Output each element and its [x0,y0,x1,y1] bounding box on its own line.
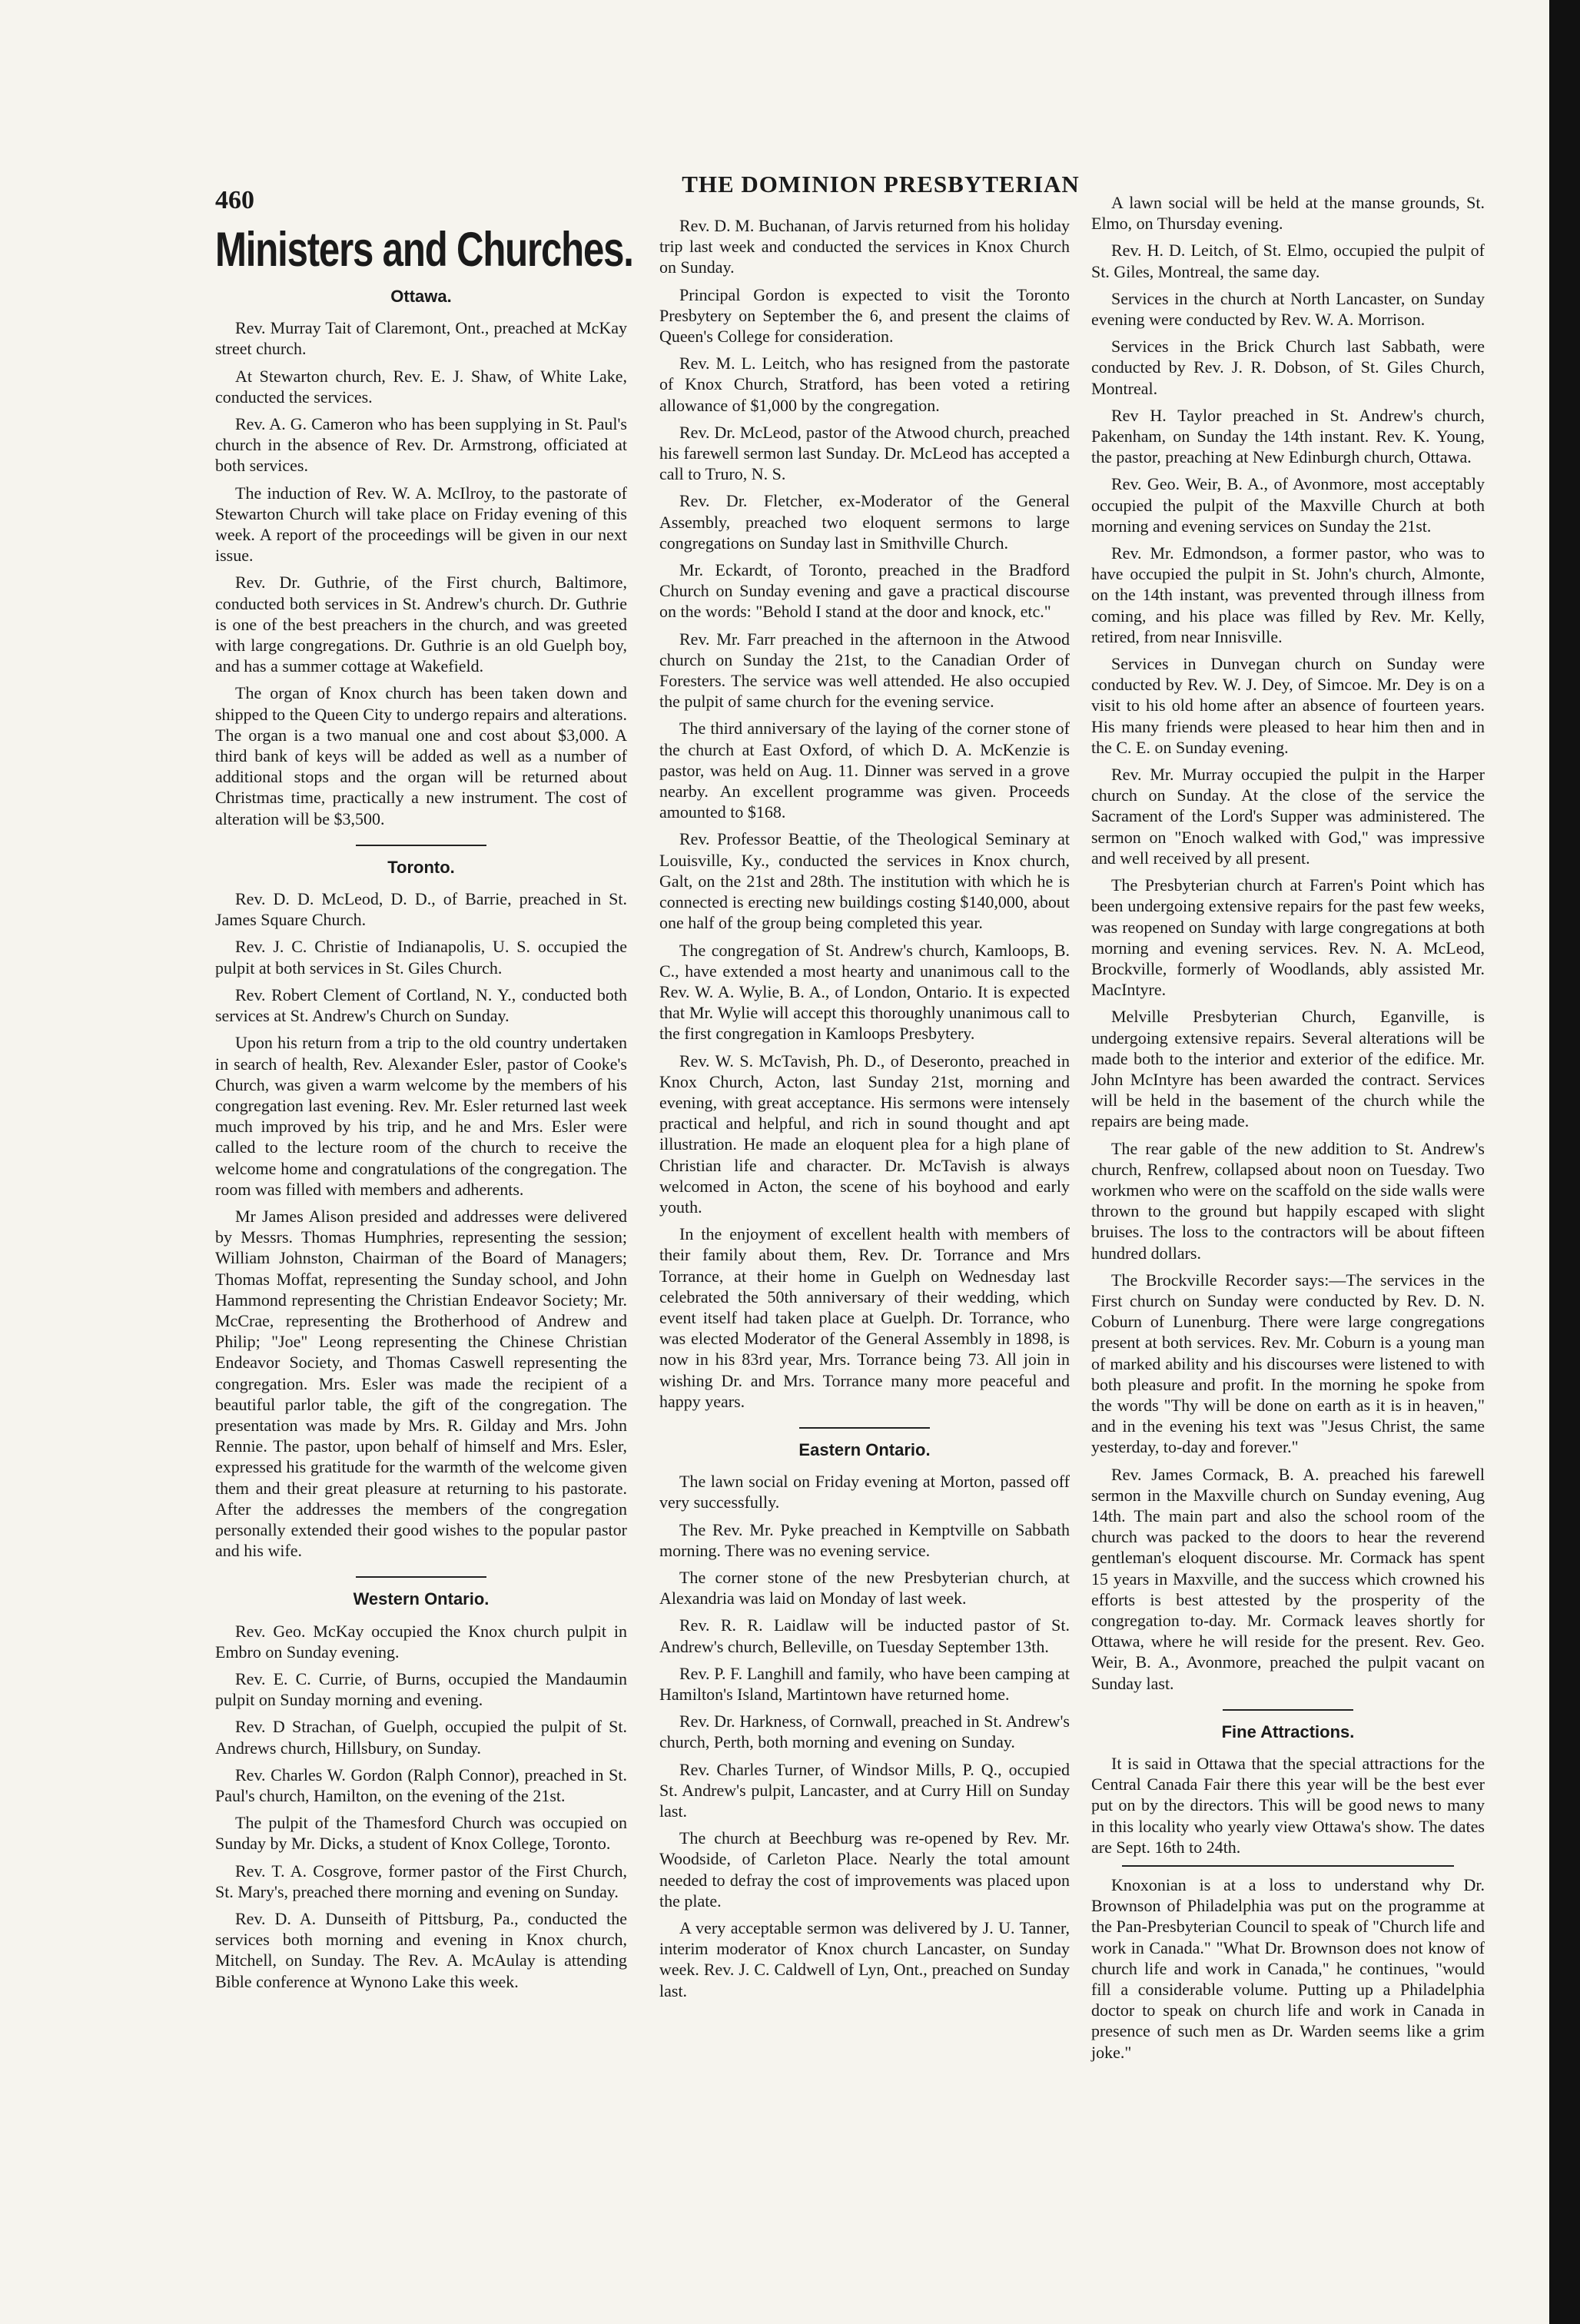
section-heading-toronto: Toronto. [387,857,455,877]
column-middle [659,215,1070,2007]
paragraph: Rev. James Cormack, B. A. preached his farewell sermon in the Maxville church on Sunday evening, Aug 14th. The main part and also the school room of the church was packed to the doors to hear the reverend gentleman's eloquent discourse. Mr. Cormack has spent 15 years in Maxville, and the success which crowned his efforts is best attested by the prosperity of the congregation to-day. Mr. Cormack leaves shortly for Ottawa, where he will reside for the present. Rev. Geo. Weir, B. A., Avonmore, preached the pulpit vacant on Sunday last. [1091,1464,1485,1693]
paragraph: Rev. Mr. Farr preached in the afternoon in the Atwood church on Sunday the 21st, to the Canadian Order of Foresters. The service was well attended. He also occupied the pulpit of same church for the evening service. [659,629,1070,712]
paragraph: Upon his return from a trip to the old country undertaken in search of health, Rev. Alexander Esler, pastor of Cooke's Church, was given a warm welcome by the members of his congregation last evening. Rev. Mr. Esler returned last week much improved by his trip, and he and Mrs. Esler were called to the lecture room of the church to receive the welcome home and congratulations of the congregation. The room was filled with members and adherents. [215,1033,627,1199]
paragraph: Rev. W. S. McTavish, Ph. D., of Deseronto, preached in Knox Church, Acton, last Sunday 21st, morning and evening, with great acceptance. His sermons were intensely practical and helpful, and rich in sound thought and apt illustration. He made an eloquent plea for a high plane of Christian life and character. Dr. McTavish is always welcomed in Acton, the scene of his boyhood and early youth. [659,1051,1070,1217]
paragraph: Rev. M. L. Leitch, who has resigned from the pastorate of Knox Church, Stratford, has been voted a retiring allowance of $1,000 by the congregation. [659,354,1070,415]
divider [356,1576,486,1578]
paragraph: The third anniversary of the laying of the corner stone of the church at East Oxford, of which D. A. McKenzie is pastor, was held on Aug. 11. Dinner was served in a grove nearby. An excellent programme was given. Proceeds amounted to $168. [659,719,1070,822]
paragraph: In the enjoyment of excellent health with members of their family about them, Rev. Dr. Torrance and Mrs Torrance, at their home in Guelph on Wednesday last celebrated the 50th anniversary of their wedding, which event itself had taken place at Guelph. Dr. Torrance, who was elected Moderator of the General Assembly in 1898, is now in his 83rd year, Mrs. Torrance being 73. All join in wishing Dr. and Mrs. Torrance many more peaceful and happy years. [659,1224,1070,1411]
section-heading-ottawa: Ottawa. [390,287,452,306]
paragraph: A lawn social will be held at the manse grounds, St. Elmo, on Thursday evening. [1091,193,1485,234]
paragraph: Rev. Mr. Edmondson, a former pastor, who was to have occupied the pulpit in St. John's church, Almonte, on the 14th instant, was prevented through illness from coming, and his place was filled by Rev. Mr. Kelly, retired, from near Innisville. [1091,543,1485,646]
paragraph: The lawn social on Friday evening at Morton, passed off very successfully. [659,1472,1070,1512]
paragraph: Melville Presbyterian Church, Eganville, is undergoing extensive repairs. Several alterations will be made both to the interior and exterior of the edifice. Mr. John McIntyre has been awarded the contract. Services will be held in the basement of the church while the repairs are being made. [1091,1007,1485,1131]
paragraph: Services in Dunvegan church on Sunday were conducted by Rev. W. J. Dey, of Simcoe. Mr. Dey is on a visit to his old home after an absence of fourteen years. His many friends were pleased to hear him then and in the C. E. on Sunday evening. [1091,654,1485,757]
divider [799,1427,930,1429]
paragraph: Rev. T. A. Cosgrove, former pastor of the First Church, St. Mary's, preached there morning and evening on Sunday. [215,1861,627,1901]
paragraph: The corner stone of the new Presbyterian church, at Alexandria was laid on Monday of last week. [659,1567,1070,1609]
section-heading-eastern-ontario: Eastern Ontario. [798,1439,931,1459]
divider [1122,1865,1454,1867]
paragraph: Rev. Charles W. Gordon (Ralph Connor), preached in St. Paul's church, Hamilton, on the evening of the 21st. [215,1765,627,1805]
paragraph: Services in the Brick Church last Sabbath, were conducted by Rev. J. R. Dobson, of St. Giles Church, Montreal. [1091,337,1485,398]
paragraph: Services in the church at North Lancaster, on Sunday evening were conducted by Rev. W. A. Morrison. [1091,288,1485,330]
page-title: Ministers and Churches. [215,223,633,277]
paragraph: Rev. Geo. Weir, B. A., of Avonmore, most acceptably occupied the pulpit of the Maxville Church at both morning and evening services on Sunday the 21st. [1091,474,1485,536]
paragraph: Knoxonian is at a loss to understand why Dr. Brownson of Philadelphia was put on the programme at the Pan-Presbyterian Council to speak of "Church life and work in Canada." "What Dr. Brownson does not know of church life and work in Canada," he continues, "would fill a considerable volume. Putting up a Philadelphia doctor to speak on church life and work in Canada in presence of such men as Dr. Warden seems like a grim joke." [1091,1875,1485,2062]
running-title: THE DOMINION PRESBYTERIAN [682,171,1080,198]
paragraph: Rev. E. C. Currie, of Burns, occupied the Mandaumin pulpit on Sunday morning and evening. [215,1668,627,1710]
paragraph: Rev. R. R. Laidlaw will be inducted pastor of St. Andrew's church, Belleville, on Tuesday September 13th. [659,1615,1070,1656]
paragraph: Rev. Robert Clement of Cortland, N. Y., conducted both services at St. Andrew's Church on Sunday. [215,984,627,1026]
paragraph: Rev. Charles Turner, of Windsor Mills, P. Q., occupied St. Andrew's pulpit, Lancaster, and at Curry Hill on Sunday last. [659,1759,1070,1821]
paragraph: Rev. D Strachan, of Guelph, occupied the pulpit of St. Andrews church, Hillsbury, on Sunday. [215,1717,627,1758]
paragraph: Rev. Professor Beattie, of the Theological Seminary at Louisville, Ky., conducted the services in Knox church, Galt, on the 21st and 28th. The institution with which he is connected is erecting new buildings costing $140,000, about one half of the group being completed this year. [659,829,1070,933]
paragraph: The pulpit of the Thamesford Church was occupied on Sunday by Mr. Dicks, a student of Knox College, Toronto. [215,1813,627,1854]
paragraph: Rev. Dr. Guthrie, of the First church, Baltimore, conducted both services in St. Andrew's church. Dr. Guthrie is one of the best preachers in the church, and was greeted with large congregations. Dr. Guthrie is an old Guelph boy, and has a summer cottage at Wakefield. [215,573,627,676]
paragraph: Rev. Murray Tait of Claremont, Ont., preached at McKay street church. [215,318,627,359]
paragraph: Rev. J. C. Christie of Indianapolis, U. S. occupied the pulpit at both services in St. Giles Church. [215,937,627,978]
section-heading-western-ontario: Western Ontario. [353,1589,490,1609]
paragraph: Rev. Geo. McKay occupied the Knox church pulpit in Embro on Sunday evening. [215,1621,627,1662]
paragraph: Rev H. Taylor preached in St. Andrew's church, Pakenham, on Sunday the 14th instant. Rev. K. Young, the pastor, preaching at New Edinburgh church, Ottawa. [1091,405,1485,467]
section-heading-fine-attractions: Fine Attractions. [1221,1721,1355,1741]
paragraph: Rev. Dr. Fletcher, ex-Moderator of the General Assembly, preached two eloquent sermons to large congregations on Sunday last in Smithville Church. [659,491,1070,553]
paragraph: The Rev. Mr. Pyke preached in Kemptville on Sabbath morning. There was no evening service. [659,1519,1070,1560]
paragraph: Rev. H. D. Leitch, of St. Elmo, occupied the pulpit of St. Giles, Montreal, the same day. [1091,241,1485,281]
paragraph: Principal Gordon is expected to visit the Toronto Presbytery on September the 6, and present the claims of Queen's College for consideration. [659,284,1070,347]
paragraph: Rev. D. A. Dunseith of Pittsburg, Pa., conducted the services both morning and evening in Knox church, Mitchell, on Sunday. The Rev. A. McAulay is attending Bible conference at Wynono Lake this week. [215,1909,627,1991]
paragraph: The induction of Rev. W. A. McIlroy, to the pastorate of Stewarton Church will take place on Friday evening of this week. A report of the proceedings will be given in our next issue. [215,483,627,566]
paragraph: A very acceptable sermon was delivered by J. U. Tanner, interim moderator of Knox church Lancaster, on Sunday week. Rev. J. C. Caldwell of Lyn, Ont., preached on Sunday last. [659,1918,1070,2000]
paragraph: Rev. Dr. McLeod, pastor of the Atwood church, preached his farewell sermon last Sunday. Dr. McLeod has accepted a call to Truro, N. S. [659,422,1070,484]
paragraph: Rev. D. D. McLeod, D. D., of Barrie, preached in St. James Square Church. [215,889,627,930]
column-left [215,215,633,1998]
paragraph: Rev. D. M. Buchanan, of Jarvis returned from his holiday trip last week and conducted the services in Knox Church on Sunday. [659,216,1070,277]
paragraph: The organ of Knox church has been taken down and shipped to the Queen City to undergo repairs and alterations. The organ is a two manual one and cost about $3,000. A third bank of keys will be added as well as a number of additional stops and the organ will be returned about Christmas time, practically a new instrument. The cost of alteration will be $3,500. [215,683,627,828]
paragraph: Rev. A. G. Cameron who has been supplying in St. Paul's church in the absence of Rev. Dr. Armstrong, officiated at both services. [215,414,627,476]
paragraph: Rev. Mr. Murray occupied the pulpit in the Harper church on Sunday. At the close of the service the Sacrament of the Lord's Supper was administered. The sermon on "Enoch walked with God," was impressive and well received by all present. [1091,765,1485,868]
paragraph: Rev. P. F. Langhill and family, who have been camping at Hamilton's Island, Martintown have returned home. [659,1663,1070,1704]
paragraph: Mr. Eckardt, of Toronto, preached in the Bradford Church on Sunday evening and gave a practical discourse on the words: "Behold I stand at the door and knock, etc." [659,560,1070,622]
column-right [1091,192,1485,2069]
paragraph: The Brockville Recorder says:—The services in the First church on Sunday were conducted by Rev. D. N. Coburn of Lunenburg. There were large congregations present at both services. Rev. Mr. Coburn is a young man of marked ability and his discourses were listened to with both pleasure and profit. In the morning he spoke from the words "Thy will be done on earth as it is in heaven," and in the evening his text was "Jesus Christ, the same yesterday, to-day and forever." [1091,1270,1485,1457]
paragraph: It is said in Ottawa that the special attractions for the Central Canada Fair there this year will be the best ever put on by the directors. This will be good news to many in this locality who yearly view Ottawa's show. The dates are Sept. 16th to 24th. [1091,1754,1485,1857]
paragraph: The Presbyterian church at Farren's Point which has been undergoing extensive repairs for the past few weeks, was reopened on Sunday with large congregations at both morning and evening services. Rev. N. A. McLeod, Brockville, formerly of Woodlands, ably assisted Mr. MacIntyre. [1091,875,1485,1000]
paragraph: The rear gable of the new addition to St. Andrew's church, Renfrew, collapsed about noon on Tuesday. Two workmen who were on the scaffold on the side walls were thrown to the ground but happily escaped with slight bruises. The loss to the contractors will be about fifteen hundred dollars. [1091,1138,1485,1263]
divider [356,845,486,846]
paragraph: At Stewarton church, Rev. E. J. Shaw, of White Lake, conducted the services. [215,366,627,407]
divider [1223,1709,1353,1711]
page-number: 460 [215,186,254,214]
paragraph: Mr James Alison presided and addresses were delivered by Messrs. Thomas Humphries, representing the session; William Johnston, Chairman of the Board of Managers; Thomas Moffat, representing the Sunday school, and John Hammond representing the Christian Endeavor Society; Mr. McCrae, representing the Brotherhood of Andrew and Philip; "Joe" Leong representing the Chinese Christian Endeavor Society, and Thomas Caswell representing the congregation. Mrs. Esler was made the recipient of a beautiful parlor table, the gift of the congregation. The presentation was made by Mrs. R. Gilday and Mrs. John Rennie. The pastor, upon behalf of himself and Mrs. Esler, expressed his gratitude for the warmth of the welcome given them and their great pleasure at returning to his pastorate. After the addresses the members of the congregation personally extended their good wishes to the popular pastor and his wife. [215,1206,627,1561]
paragraph: The church at Beechburg was re-opened by Rev. Mr. Woodside, of Carleton Place. Nearly the total amount needed to defray the cost of improvements was placed upon the plate. [659,1828,1070,1911]
paragraph: The congregation of St. Andrew's church, Kamloops, B. C., have extended a most hearty and unanimous call to the Rev. W. A. Wylie, B. A., of London, Ontario. It is expected that Mr. Wylie will accept this thoroughly unanimous call to the first congregation in Kamloops Presbytery. [659,940,1070,1044]
paragraph: Rev. Dr. Harkness, of Cornwall, preached in St. Andrew's church, Perth, both morning and evening on Sunday. [659,1711,1070,1752]
scan-border [1549,0,1580,2324]
